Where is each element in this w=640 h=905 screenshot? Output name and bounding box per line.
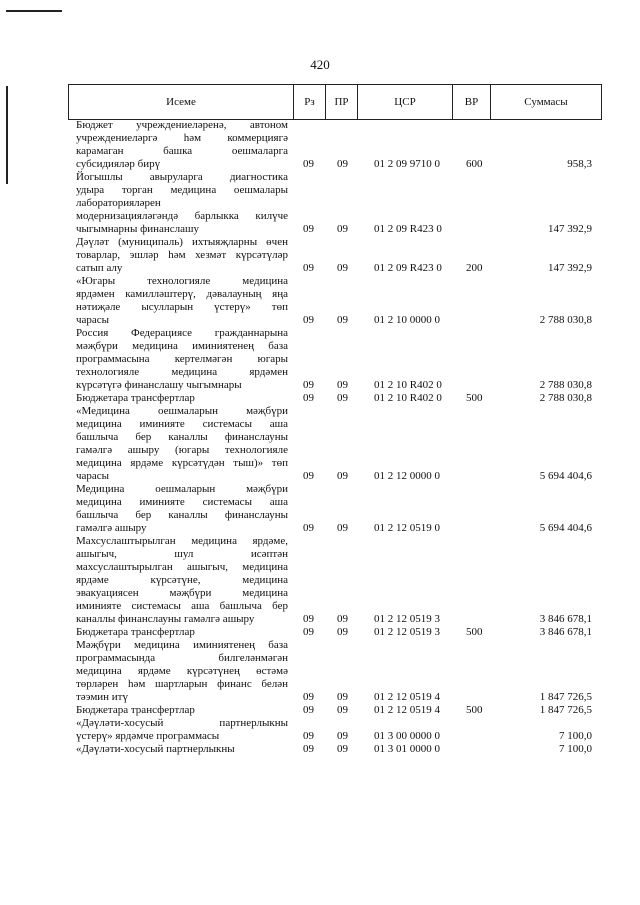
row-sum: 147 392,9: [548, 262, 592, 274]
row-csr: 01 2 10 0000 0: [374, 314, 440, 326]
row-csr: 01 2 10 R402 0: [374, 392, 442, 404]
row-name-line: Бюджетара трансфертлар: [76, 626, 195, 638]
row-sum: 2 788 030,8: [539, 379, 592, 391]
row-sum: 7 100,0: [559, 730, 592, 742]
row-vr: 500: [466, 704, 483, 716]
table-row: [0, 704, 640, 717]
row-name-line: Мәҗбүри медицина иминиятенең база: [76, 639, 288, 651]
row-sum: 5 694 404,6: [539, 470, 592, 482]
row-name-line: Медицина оешмаларын мәҗбүри: [76, 483, 288, 495]
row-rz: 09: [303, 730, 314, 742]
row-pr: 09: [337, 223, 348, 235]
row-name-line: Дәүләт (муниципаль) ихтыяҗларны өчен: [76, 236, 288, 248]
row-name-line: удыра торган медицина оешмалары: [76, 184, 288, 196]
row-name-line: медицина ярдәме күрсәтүдән тыш)» төп: [76, 457, 288, 469]
row-name-line: Махсуслаштырылган медицина ярдәме,: [76, 535, 288, 547]
row-name-line: күрсәтүгә финанслашу чыгымнары: [76, 379, 242, 391]
row-name-line: чарасы: [76, 470, 110, 482]
row-vr: 500: [466, 392, 483, 404]
row-name-line: лабораторияләрен: [76, 197, 161, 209]
row-rz: 09: [303, 158, 314, 170]
row-name-line: эвакуациясен мәҗбүри медицина: [76, 587, 288, 599]
table-row: [0, 236, 640, 275]
row-name-line: медицина иминияте системасы аша: [76, 418, 288, 430]
row-rz: 09: [303, 470, 314, 482]
row-name-line: башлыча бер каналлы финанслауны: [76, 509, 288, 521]
row-sum: 1 847 726,5: [539, 704, 592, 716]
row-name-line: технологияле медицина ярдәмен: [76, 366, 288, 378]
row-name-line: Бюджетара трансфертлар: [76, 392, 195, 404]
header-pr: ПР: [326, 85, 358, 120]
table-row: [0, 717, 640, 743]
table-row: [0, 483, 640, 535]
row-csr: 01 2 12 0519 3: [374, 626, 440, 638]
header-name: Исеме: [69, 85, 294, 120]
row-sum: 2 788 030,8: [539, 392, 592, 404]
row-name-line: медицина иминияте системасы аша: [76, 496, 288, 508]
row-pr: 09: [337, 392, 348, 404]
row-csr: 01 2 12 0000 0: [374, 470, 440, 482]
row-pr: 09: [337, 314, 348, 326]
row-rz: 09: [303, 704, 314, 716]
row-pr: 09: [337, 379, 348, 391]
row-name-line: ярдәмен камилләштерү, дәвалауның яңа: [76, 288, 288, 300]
row-name-line: «Дәүләти-хосусый партнерлыкны: [76, 717, 288, 729]
table-row: [0, 535, 640, 626]
row-name-line: субсидияләр бирү: [76, 158, 161, 170]
row-name-line: сатып алу: [76, 262, 123, 274]
row-name-line: товарлар, эшләр һәм хезмәт күрсәтүләр: [76, 249, 288, 261]
row-name-line: программасында билгеләнмәгән: [76, 652, 288, 664]
row-csr: 01 2 12 0519 0: [374, 522, 440, 534]
row-rz: 09: [303, 613, 314, 625]
row-rz: 09: [303, 691, 314, 703]
row-name-line: ярдәме күрсәтүне, медицина: [76, 574, 288, 586]
row-name-line: нәтиҗәле ысулларын үстерү» төп: [76, 301, 288, 313]
row-name-line: чарасы: [76, 314, 110, 326]
row-csr: 01 2 09 9710 0: [374, 158, 440, 170]
row-sum: 958,3: [567, 158, 592, 170]
row-name-line: чыгымнарны финанслашу: [76, 223, 199, 235]
row-name-line: «Медицина оешмаларын мәҗбүри: [76, 405, 288, 417]
row-name-line: Россия Федерациясе гражданнарына: [76, 327, 288, 339]
page-number: 420: [310, 57, 330, 72]
row-name-line: махсуслаштырылган ашыгыч, медицина: [76, 561, 288, 573]
row-pr: 09: [337, 522, 348, 534]
row-sum: 3 846 678,1: [539, 626, 592, 638]
row-csr: 01 3 00 0000 0: [374, 730, 440, 742]
row-rz: 09: [303, 379, 314, 391]
table-row: [0, 639, 640, 704]
row-name-line: иминияте системасы аша башлыча бер: [76, 600, 288, 612]
header-csr: ЦСР: [358, 85, 453, 120]
row-name-line: учреждениеләргә һәм коммерциягә: [76, 132, 288, 144]
row-name-line: карамаган башка оешмаларга: [76, 145, 288, 157]
row-name-line: төрләрен һәм шартларын финанс белән: [76, 678, 288, 690]
row-name-line: мәҗбүри медицина иминиятенең база: [76, 340, 288, 352]
row-sum: 147 392,9: [548, 223, 592, 235]
header-sum: Суммасы: [491, 85, 602, 120]
row-name-line: Бюджетара трансфертлар: [76, 704, 195, 716]
header-rz: Рз: [294, 85, 326, 120]
row-sum: 5 694 404,6: [539, 522, 592, 534]
table-row: [0, 392, 640, 405]
row-vr: 500: [466, 626, 483, 638]
table-row: [0, 743, 640, 756]
row-name-line: үстерү» ярдәмче программасы: [76, 730, 220, 742]
row-pr: 09: [337, 262, 348, 274]
row-rz: 09: [303, 223, 314, 235]
row-rz: 09: [303, 262, 314, 274]
row-pr: 09: [337, 626, 348, 638]
row-vr: 200: [466, 262, 483, 274]
row-pr: 09: [337, 704, 348, 716]
row-name-line: башлыча бер каналлы финанслауны: [76, 431, 288, 443]
row-pr: 09: [337, 691, 348, 703]
row-rz: 09: [303, 314, 314, 326]
row-csr: 01 2 09 R423 0: [374, 262, 442, 274]
row-rz: 09: [303, 392, 314, 404]
row-sum: 3 846 678,1: [539, 613, 592, 625]
table-row: [0, 275, 640, 327]
row-csr: 01 2 09 R423 0: [374, 223, 442, 235]
row-name-line: гамәлгә ашыру (югары технологияле: [76, 444, 288, 456]
row-pr: 09: [337, 730, 348, 742]
table-row: [0, 626, 640, 639]
row-vr: 600: [466, 158, 483, 170]
row-name-line: ашыгыч, шул исәптән: [76, 548, 288, 560]
row-name-line: «Югары технологияле медицина: [76, 275, 288, 287]
row-pr: 09: [337, 743, 348, 755]
row-csr: 01 2 12 0519 3: [374, 613, 440, 625]
row-name-line: медицина ярдәме күрсәтүнең өстәмә: [76, 665, 288, 677]
row-rz: 09: [303, 522, 314, 534]
table-row: [0, 405, 640, 483]
row-name-line: тәэмин итү: [76, 691, 128, 703]
row-rz: 09: [303, 626, 314, 638]
row-pr: 09: [337, 470, 348, 482]
table-row: [0, 327, 640, 392]
row-name-line: Йогышлы авыруларга диагностика: [76, 171, 288, 183]
row-name-line: программасына кертелмәгән югары: [76, 353, 288, 365]
row-sum: 7 100,0: [559, 743, 592, 755]
header-vr: ВР: [453, 85, 491, 120]
row-pr: 09: [337, 158, 348, 170]
row-pr: 09: [337, 613, 348, 625]
row-csr: 01 2 12 0519 4: [374, 704, 440, 716]
row-name-line: каналлы финанслауны гамәлгә ашыру: [76, 613, 255, 625]
row-name-line: модернизацияләгәндә барлыкка килүче: [76, 210, 288, 222]
table-row: [0, 171, 640, 236]
row-csr: 01 2 12 0519 4: [374, 691, 440, 703]
row-rz: 09: [303, 743, 314, 755]
row-name-line: Бюджет учреждениеләренә, автоном: [76, 119, 288, 131]
row-name-line: гамәлгә ашыру: [76, 522, 147, 534]
row-sum: 1 847 726,5: [539, 691, 592, 703]
row-name-line: «Дәүләти-хосусый партнерлыкны: [76, 743, 235, 755]
row-csr: 01 3 01 0000 0: [374, 743, 440, 755]
table-row: [0, 119, 640, 171]
row-csr: 01 2 10 R402 0: [374, 379, 442, 391]
row-sum: 2 788 030,8: [539, 314, 592, 326]
